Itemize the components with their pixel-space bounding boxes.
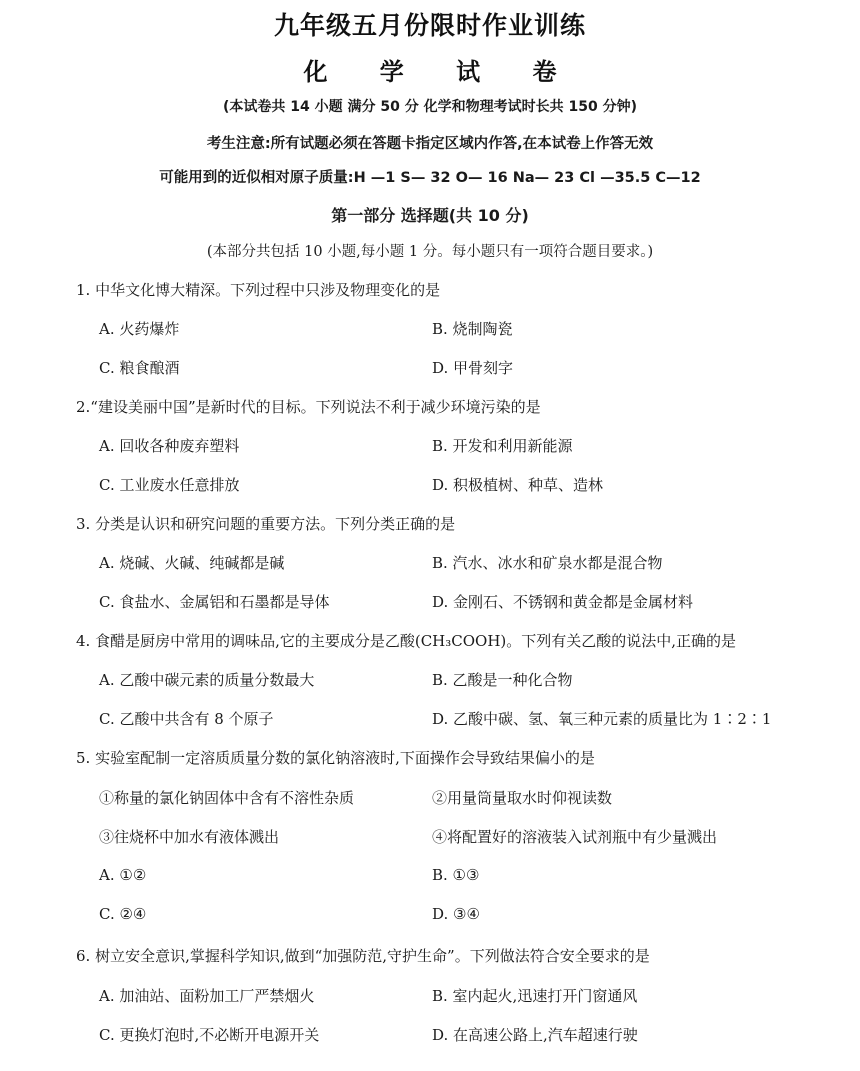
section-title: 第一部分 选择题(共 10 分) [331, 206, 529, 225]
exam-subject: 化 学 试 卷 [303, 58, 579, 86]
option-b: B. 开发和利用新能源 [432, 437, 573, 455]
option-d: D. 甲骨刻字 [432, 359, 514, 377]
statement-item: ②用量筒量取水时仰视读数 [432, 789, 613, 807]
question-stem: 4. 食醋是厨房中常用的调味品,它的主要成分是乙酸(CH₃COOH)。下列有关乙酸的说法中,正确的是 [76, 632, 737, 650]
option-d: D. 在高速公路上,汽车超速行驶 [432, 1026, 638, 1044]
option-c: C. ②④ [99, 905, 147, 923]
option-b: B. 室内起火,迅速打开门窗通风 [432, 987, 638, 1005]
option-d: D. 金刚石、不锈钢和黄金都是金属材料 [432, 593, 694, 611]
exam-notice: 考生注意:所有试题必须在答题卡指定区域内作答,在本试卷上作答无效 [206, 136, 654, 152]
statement-item: ①称量的氯化钠固体中含有不溶性杂质 [99, 789, 355, 807]
option-a: A. 火药爆炸 [99, 320, 180, 338]
option-b: B. 烧制陶瓷 [432, 320, 513, 338]
option-a: A. ①② [99, 866, 147, 884]
option-c: C. 乙酸中共含有 8 个原子 [99, 710, 274, 728]
statement-item: ④将配置好的溶液装入试剂瓶中有少量溅出 [432, 828, 718, 846]
question-stem: 1. 中华文化博大精深。下列过程中只涉及物理变化的是 [76, 281, 441, 299]
question-stem: 2.“建设美丽中国”是新时代的目标。下列说法不利于减少环境污染的是 [76, 398, 541, 416]
section-note: (本部分共包括 10 小题,每小题 1 分。每小题只有一项符合题目要求。) [206, 244, 654, 260]
option-b: B. ①③ [432, 866, 480, 884]
atomic-masses: 可能用到的近似相对原子质量:H —1 S— 32 O— 16 Na— 23 Cl —35.5 C—12 [159, 170, 701, 186]
option-a: A. 乙酸中碳元素的质量分数最大 [99, 671, 315, 689]
option-c: C. 粮食酿酒 [99, 359, 180, 377]
option-c: C. 工业废水任意排放 [99, 476, 240, 494]
option-a: A. 加油站、面粉加工厂严禁烟火 [99, 987, 315, 1005]
exam-title: 九年级五月份限时作业训练 [273, 11, 586, 40]
exam-info: (本试卷共 14 小题 满分 50 分 化学和物理考试时长共 150 分钟) [223, 99, 637, 115]
option-c: C. 食盐水、金属铝和石墨都是导体 [99, 593, 330, 611]
option-d: D. 积极植树、种草、造林 [432, 476, 604, 494]
option-b: B. 汽水、冰水和矿泉水都是混合物 [432, 554, 663, 572]
question-stem: 6. 树立安全意识,掌握科学知识,做到“加强防范,守护生命”。下列做法符合安全要求的是 [76, 947, 650, 965]
option-a: A. 回收各种废弃塑料 [99, 437, 240, 455]
statement-item: ③往烧杯中加水有液体溅出 [99, 828, 280, 846]
option-a: A. 烧碱、火碱、纯碱都是碱 [99, 554, 285, 572]
option-b: B. 乙酸是一种化合物 [432, 671, 573, 689]
question-stem: 5. 实验室配制一定溶质质量分数的氯化钠溶液时,下面操作会导致结果偏小的是 [76, 749, 595, 767]
option-d: D. ③④ [432, 905, 480, 923]
question-stem: 3. 分类是认识和研究问题的重要方法。下列分类正确的是 [76, 515, 456, 533]
option-d: D. 乙酸中碳、氢、氧三种元素的质量比为 1∶2∶1 [432, 710, 772, 728]
option-c: C. 更换灯泡时,不必断开电源开关 [99, 1026, 320, 1044]
